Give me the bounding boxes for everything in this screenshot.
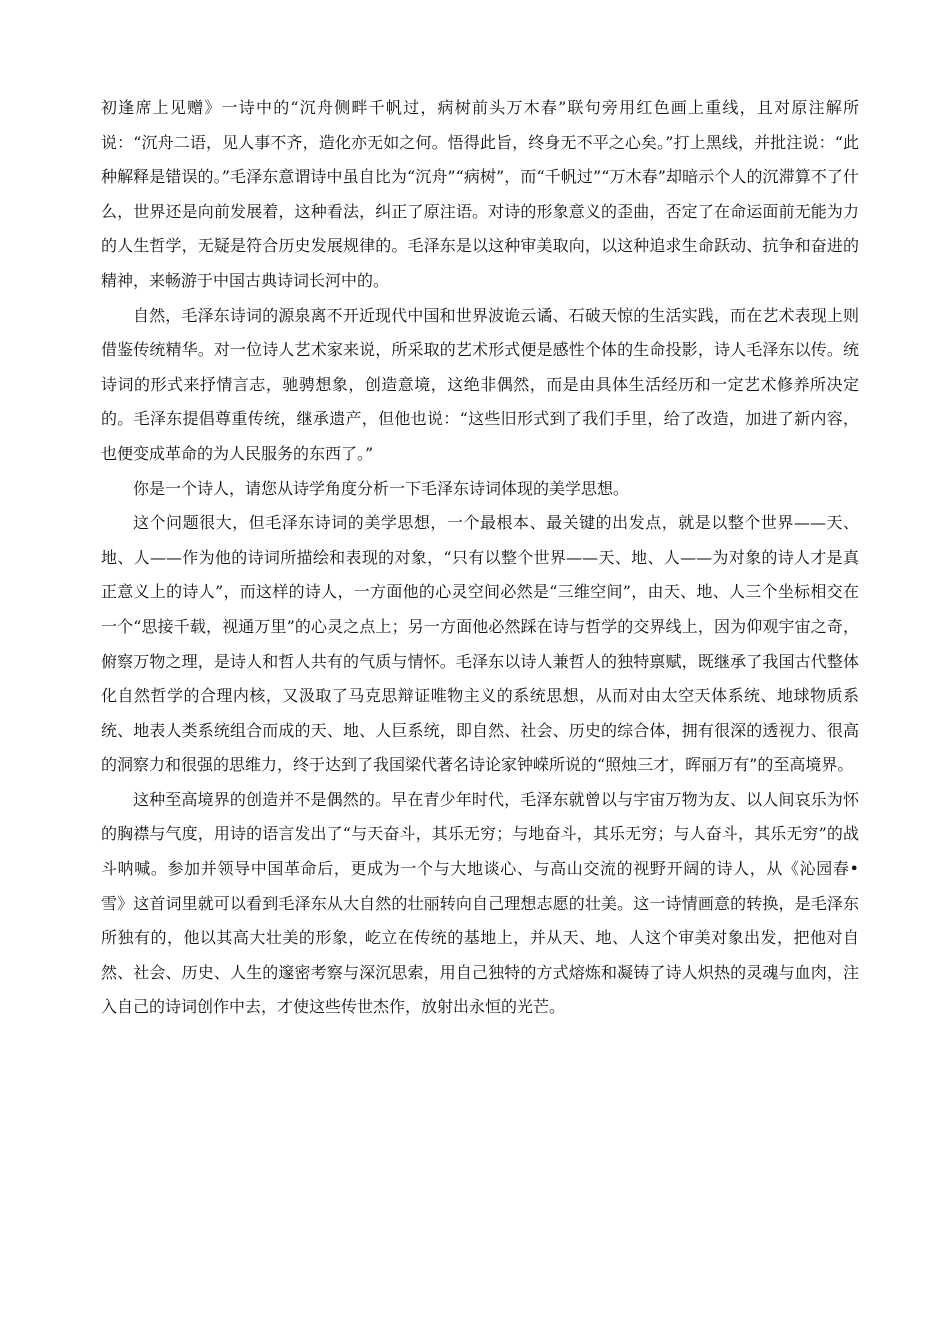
paragraph-2: 自然，毛泽东诗词的源泉离不开近现代中国和世界波诡云谲、石破天惊的生活实践，而在艺术表现上则借鉴传统精华。对一位诗人艺术家来说，所采取的艺术形式便是感性个体的生命投影，诗人毛泽东以传。统诗词的形式来抒情言志，驰骋想象，创造意境，这绝非偶然，而是由具体生活经历和一定艺术修养所决定的。毛泽东提倡尊重传统，继承遗产，但他也说：“这些旧形式到了我们手里，给了改造，加进了新内容，也便变成革命的为人民服务的东西了。”	[101, 305, 859, 463]
document-body	[101, 91, 865, 1025]
paragraph-4: 这个问题很大，但毛泽东诗词的美学思想，一个最根本、最关键的出发点，就是以整个世界——天、地、人——作为他的诗词所描绘和表现的对象，“只有以整个世界——天、地、人——为对象的诗人才是真正意义上的诗人”，而这样的诗人，一方面他的心灵空间必然是“三维空间”，由天、地、人三个坐标相交在一个“思接千载，视通万里”的心灵之点上；另一方面他必然踩在诗与哲学的交界线上，因为仰观宇宙之奇，俯察万物之理，是诗人和哲人共有的气质与情怀。毛泽东以诗人兼哲人的独特禀赋，既继承了我国古代整体化自然哲学的合理内核，又汲取了马克思辩证唯物主义的系统思想，从而对由太空天体系统、地球物质系统、地表人类系统组合而成的天、地、人巨系统，即自然、社会、历史的综合体，拥有很深的透视力、很高的洞察力和很强的思维力，终于达到了我国梁代著名诗论家钟嵘所说的“照烛三才，晖丽万有”的至高境界。	[101, 513, 859, 775]
paragraph-3: 你是一个诗人，请您从诗学角度分析一下毛泽东诗词体现的美学思想。	[133, 478, 630, 498]
paragraph-1: 初逢席上见赠》一诗中的“沉舟侧畔千帆过，病树前头万木春”联句旁用红色画上重线，且对原注解所说：“沉舟二语，见人事不齐，造化亦无如之何。悟得此旨，终身无不平之心矣。”打上黑线，并批注说：“此种解释是错误的。”毛泽东意谓诗中虽自比为“沉舟”“病树”，而“千帆过”“万木春”却暗示个人的沉滞算不了什么，世界还是向前发展着，这种看法，纠正了原注语。对诗的形象意义的歪曲，否定了在命运面前无能为力的人生哲学，无疑是符合历史发展规律的。毛泽东是以这种审美取向，以这种追求生命跃动、抗争和奋进的精神，来畅游于中国古典诗词长河中的。	[101, 98, 859, 290]
paragraph-5: 这种至高境界的创造并不是偶然的。早在青少年时代，毛泽东就曾以与宇宙万物为友、以人间哀乐为怀的胸襟与气度，用诗的语言发出了“与天奋斗，其乐无穷；与地奋斗，其乐无穷；与人奋斗，其乐无穷”的战斗呐喊。参加并领导中国革命后，更成为一个与大地谈心、与高山交流的视野开阔的诗人，从《沁园春• 雪》这首词里就可以看到毛泽东从大自然的壮丽转向自己理想志愿的壮美。这一诗情画意的转换，是毛泽东所独有的，他以其高大壮美的形象，屹立在传统的基地上，并从天、地、人这个审美对象出发，把他对自然、社会、历史、人生的邃密考察与深沉思索，用自己独特的方式熔炼和凝铸了诗人炽热的灵魂与血肉，注入自己的诗词创作中去，才使这些传世杰作，放射出永恒的光芒。	[101, 789, 865, 1017]
